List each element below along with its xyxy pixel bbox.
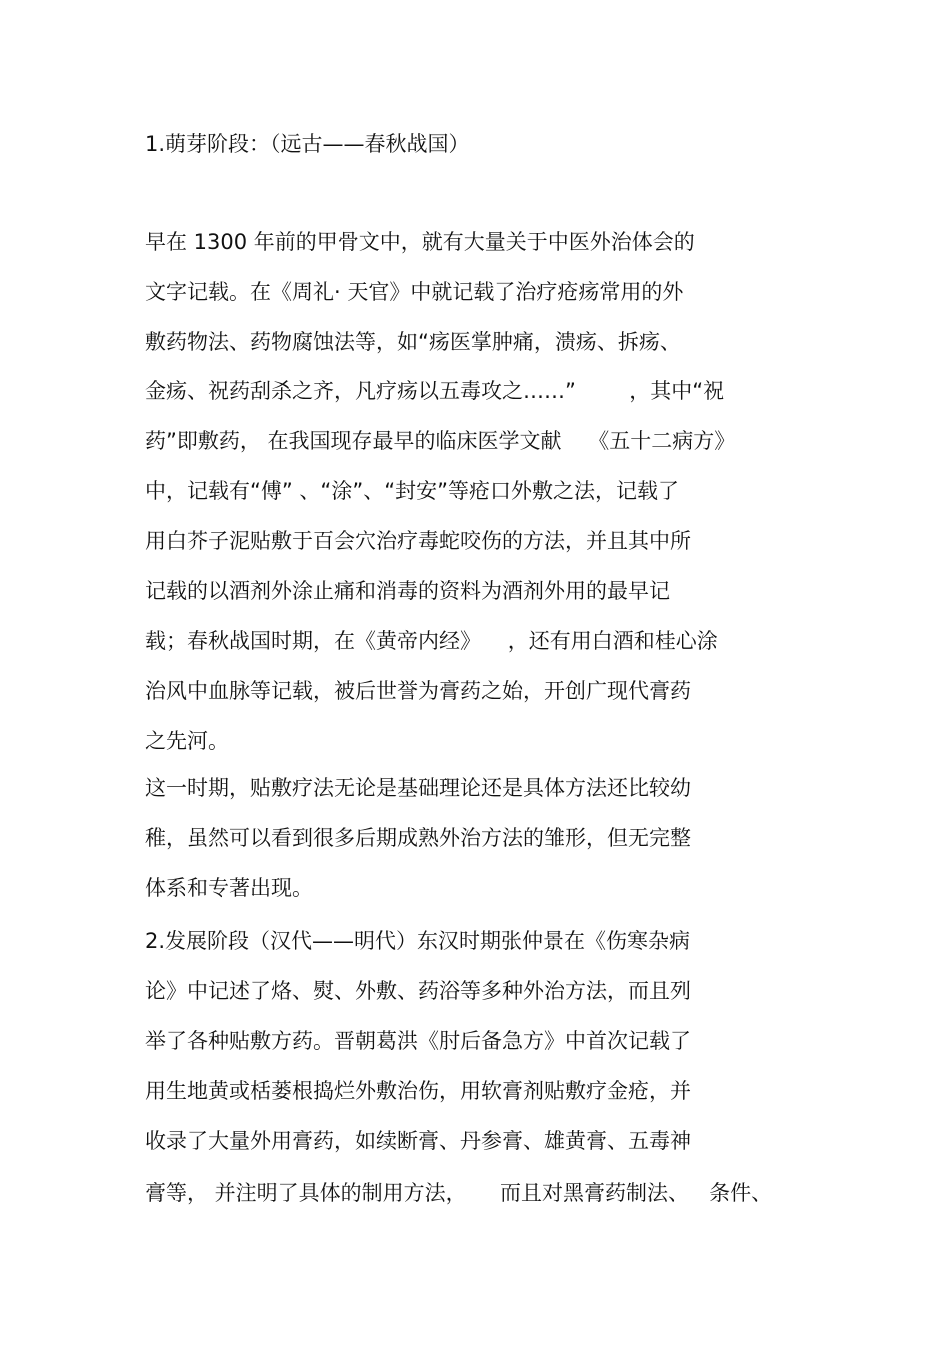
text-line: 用生地黄或栝蒌根捣烂外敷治伤，用软膏剂贴敷疗金疮，并: [145, 1079, 691, 1103]
text-line: 敷药物法、药物腐蚀法等，如“疡医掌肿痛，溃疡、拆疡、: [145, 330, 681, 354]
text-line: 载；春秋战国时期，在《黄帝内经》 ，还有用白酒和桂心涂: [145, 629, 718, 653]
section-heading-2: 2.发展阶段（汉代——明代）东汉时期张仲景在《伤寒杂病: [145, 929, 691, 953]
text-line: 治风中血脉等记载，被后世誉为膏药之始，开创广现代膏药: [145, 679, 691, 703]
text-line: 稚，虽然可以看到很多后期成熟外治方法的雏形，但无完整: [145, 826, 691, 850]
text-line: 论》中记述了烙、熨、外敷、药浴等多种外治方法，而且列: [145, 979, 691, 1003]
text-line: 膏等， 并注明了具体的制用方法， 而且对黑膏药制法、 条件、: [145, 1181, 773, 1205]
text-line: 举了各种贴敷方药。晋朝葛洪《肘后备急方》中首次记载了: [145, 1029, 691, 1053]
text-line: 收录了大量外用膏药，如续断膏、丹参膏、雄黄膏、五毒神: [145, 1129, 691, 1153]
text-line: 早在 1300 年前的甲骨文中，就有大量关于中医外治体会的: [145, 230, 695, 254]
text-line: 记载的以酒剂外涂止痛和消毒的资料为酒剂外用的最早记: [145, 579, 670, 603]
text-line: 这一时期，贴敷疗法无论是基础理论还是具体方法还比较幼: [145, 776, 691, 800]
text-line: 文字记载。在《周礼· 天官》中就记载了治疗疮疡常用的外: [145, 280, 684, 304]
section-heading-1: 1.萌芽阶段：（远古——春秋战国）: [145, 132, 470, 156]
text-line: 之先河。: [145, 729, 229, 753]
text-line: 金疡、祝药刮杀之齐，凡疗疡以五毒攻之……” ，其中“祝: [145, 379, 725, 403]
text-line: 体系和专著出现。: [145, 876, 313, 900]
text-line: 中，记载有“傅” 、“涂”、“封安”等疮口外敷之法，记载了: [145, 479, 679, 503]
text-line: 药”即敷药， 在我国现存最早的临床医学文献 《五十二病方》: [145, 429, 736, 453]
text-line: 用白芥子泥贴敷于百会穴治疗毒蛇咬伤的方法，并且其中所: [145, 529, 691, 553]
